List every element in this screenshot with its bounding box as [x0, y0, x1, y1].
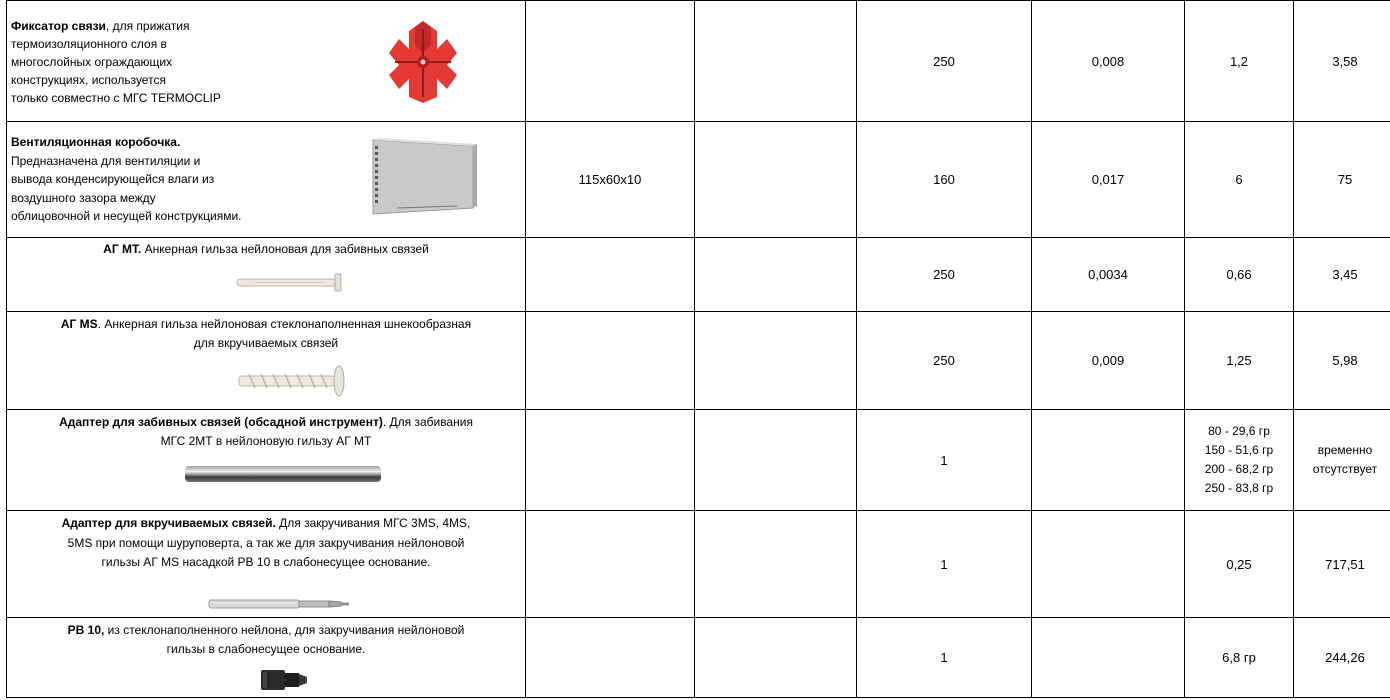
product-title: Фиксатор связи	[11, 19, 106, 33]
table-row	[7, 238, 1390, 312]
volume-cell	[1032, 618, 1185, 698]
product-title: АГ MS	[60, 317, 98, 331]
red-clip-image	[387, 19, 459, 105]
volume-cell: 0,0034	[1032, 238, 1185, 312]
empty-cell	[695, 618, 857, 698]
qty-cell: 1	[857, 410, 1032, 511]
empty-cell	[695, 122, 857, 238]
price-cell: 5,98	[1294, 312, 1390, 410]
empty-cell	[695, 312, 857, 410]
product-title: АГ МТ.	[103, 242, 142, 256]
anchor-sleeve-image	[235, 271, 365, 293]
adapter-rod-image	[183, 463, 383, 485]
pb10-bit-image	[259, 666, 311, 694]
table-row	[7, 122, 1390, 238]
table-row	[7, 410, 1390, 511]
qty-cell: 250	[857, 238, 1032, 312]
price-cell: временно отсутствует	[1294, 410, 1390, 511]
product-description: АГ MS. Анкерная гильза нейлоновая стеклонаполненная шнекообразная для вкручиваемых связей	[7, 312, 526, 410]
product-description: Адаптер для вкручиваемых связей. Для закручивания МГС 3MS, 4MS, 5MS при помощи шуруповерта, а так же для закручивания нейлоновой гильзы АГ MS насадкой PB 10 в слабонесущее основание.	[7, 511, 526, 618]
weight-cell: 1,2	[1185, 1, 1294, 122]
size-cell	[526, 618, 695, 698]
volume-cell: 0,008	[1032, 1, 1185, 122]
weight-cell: 0,25	[1185, 511, 1294, 618]
table-row	[7, 312, 1390, 410]
empty-cell	[695, 1, 857, 122]
product-description: Адаптер для забивных связей (обсадной инструмент). Для забивания МГС 2МТ в нейлоновую гильзу АГ МТ	[7, 410, 526, 511]
empty-cell	[695, 410, 857, 511]
price-cell: 75	[1294, 122, 1390, 238]
qty-cell: 1	[857, 618, 1032, 698]
table-row	[7, 618, 1390, 698]
volume-cell	[1032, 511, 1185, 618]
volume-cell: 0,017	[1032, 122, 1185, 238]
size-cell	[526, 410, 695, 511]
product-title: PB 10,	[67, 623, 105, 637]
weight-cell: 80 - 29,6 гр 150 - 51,6 гр 200 - 68,2 гр 250 - 83,8 гр	[1185, 410, 1294, 511]
table-row	[7, 1, 1390, 122]
empty-cell	[695, 238, 857, 312]
vent-box-image	[367, 136, 479, 218]
price-cell: 3,58	[1294, 1, 1390, 122]
volume-cell: 0,009	[1032, 312, 1185, 410]
size-cell: 115x60x10	[526, 122, 695, 238]
table-row	[7, 511, 1390, 618]
empty-cell	[695, 511, 857, 618]
qty-cell: 1	[857, 511, 1032, 618]
product-title: Адаптер для забивных связей (обсадной инструмент)	[59, 415, 383, 429]
product-title: Адаптер для вкручиваемых связей.	[61, 516, 276, 530]
weight-cell: 0,66	[1185, 238, 1294, 312]
product-title: Вентиляционная коробочка.	[11, 135, 181, 150]
qty-cell: 250	[857, 1, 1032, 122]
qty-cell: 250	[857, 312, 1032, 410]
volume-cell	[1032, 410, 1185, 511]
weight-cell: 1,25	[1185, 312, 1294, 410]
weight-cell: 6	[1185, 122, 1294, 238]
price-cell: 244,26	[1294, 618, 1390, 698]
weight-cell: 6,8 гр	[1185, 618, 1294, 698]
qty-cell: 160	[857, 122, 1032, 238]
product-description: Вентиляционная коробочка. Предназначена для вентиляции и вывода конденсирующейся влаги из воздушного зазора между облицовочной и несущей конструкциями.	[7, 122, 526, 238]
product-description: Фиксатор связи, для прижатия термоизоляционного слоя в многослойных ограждающих конструкциях, используется только совместно с МГС TERMOCLIP	[7, 1, 526, 122]
size-cell	[526, 1, 695, 122]
product-table	[6, 0, 1390, 698]
size-cell	[526, 238, 695, 312]
size-cell	[526, 312, 695, 410]
size-cell	[526, 511, 695, 618]
product-description: АГ МТ. Анкерная гильза нейлоновая для забивных связей	[7, 238, 526, 312]
price-cell: 3,45	[1294, 238, 1390, 312]
price-cell: 717,51	[1294, 511, 1390, 618]
screw-sleeve-image	[235, 364, 355, 398]
screw-adapter-image	[207, 597, 353, 611]
product-description: PB 10, из стеклонаполненного нейлона, для закручивания нейлоновой гильзы в слабонесущее основание.	[7, 618, 526, 698]
